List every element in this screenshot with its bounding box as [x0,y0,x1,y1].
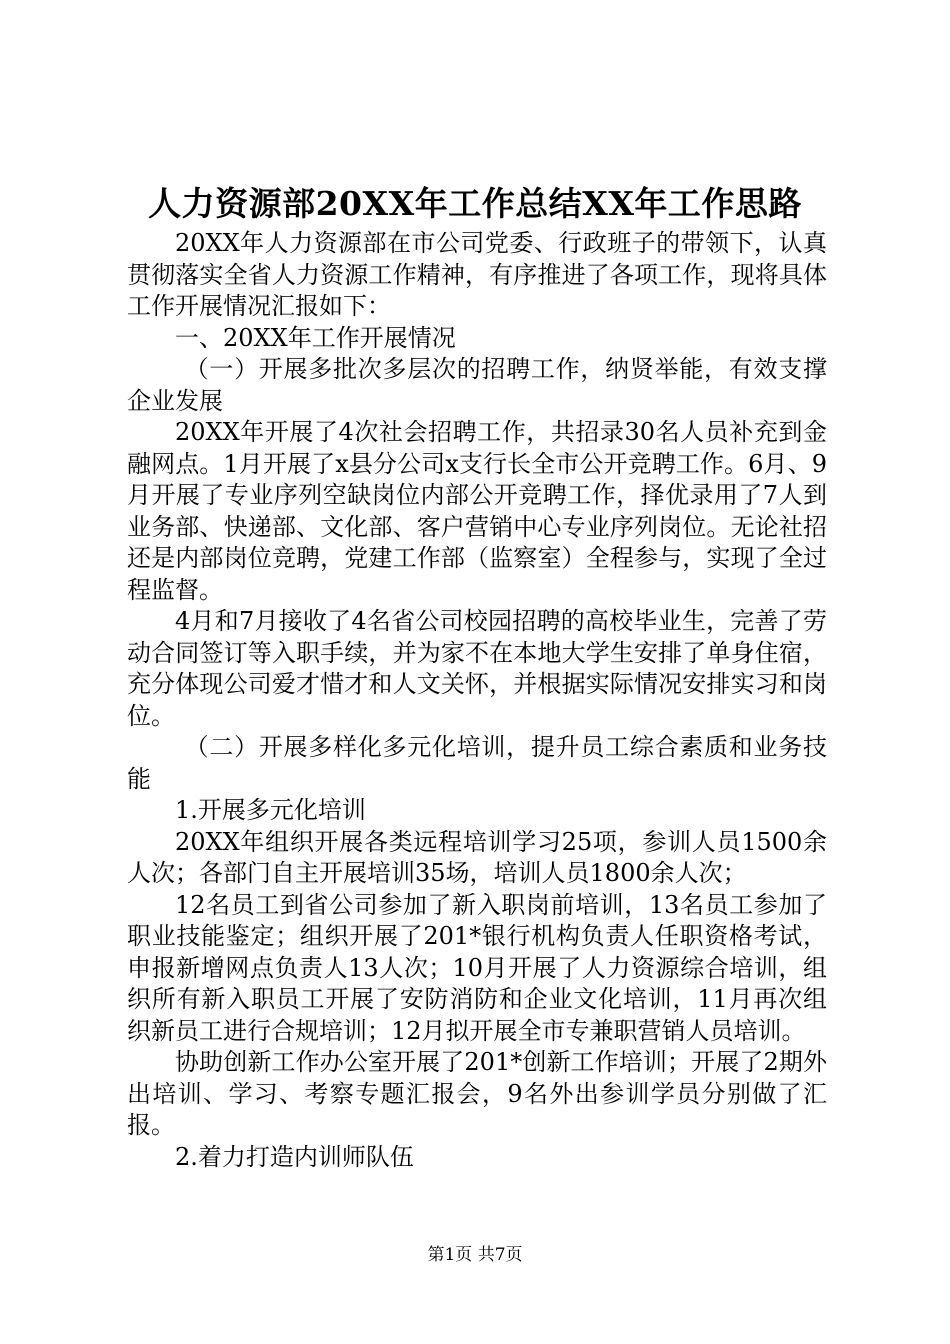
page-footer: 第1页 共7页 [427,1245,523,1265]
paragraph-remote-training: 20XX年组织开展各类远程培训学习25项，参训人员1500余人次；各部门自主开展培训35场，培训人员1800余人次； [127,827,827,887]
subsection-heading-recruitment: （一）开展多批次多层次的招聘工作，纳贤举能，有效支撑企业发展 [127,355,827,415]
document-body [127,228,827,1173]
section-heading-1: 一、20XX年工作开展情况 [175,323,456,352]
paragraph-graduates: 4月和7月接收了4名省公司校园招聘的高校毕业生，完善了劳动合同签订等入职手续，并为家不在本地大学生安排了单身住宿，充分体现公司爱才惜才和人文关怀，并根据实际情况安排实习和岗位。 [127,607,827,730]
paragraph-intro: 20XX年人力资源部在市公司党委、行政班子的带领下，认真贯彻落实全省人力资源工作精神，有序推进了各项工作，现将具体工作开展情况汇报如下： [127,229,827,320]
paragraph-onboarding-training: 12名员工到省公司参加了新入职岗前培训，13名员工参加了职业技能鉴定；组织开展了201*银行机构负责人任职资格考试，申报新增网点负责人13人次；10月开展了人力资源综合培训，组织所有新入职员工开展了安防消防和企业文化培训，11月再次组织新员工进行合规培训；12月拟开展全市专兼职营销人员培训。 [127,890,827,1045]
item-heading-internal-trainers: 2.着力打造内训师队伍 [175,1142,414,1171]
paragraph-recruitment: 20XX年开展了4次社会招聘工作，共招录30名人员补充到金融网点。1月开展了x县分公司x支行长全市公开竞聘工作。6月、9月开展了专业序列空缺岗位内部公开竞聘工作，择优录用了7人到业务部、快递部、文化部、客户营销中心专业序列岗位。无论社招还是内部岗位竞聘，党建工作部（监察室）全程参与，实现了全过程监督。 [127,418,827,604]
item-heading-diverse-training: 1.开展多元化培训 [175,796,366,824]
document-title: 人力资源部20XX年工作总结XX年工作思路 [148,184,802,223]
subsection-heading-training: （二）开展多样化多元化培训，提升员工综合素质和业务技能 [127,733,827,793]
paragraph-innovation-training: 协助创新工作办公室开展了201*创新工作培训；开展了2期外出培训、学习、考察专题汇报会，9名外出参训学员分别做了汇报。 [127,1048,827,1139]
